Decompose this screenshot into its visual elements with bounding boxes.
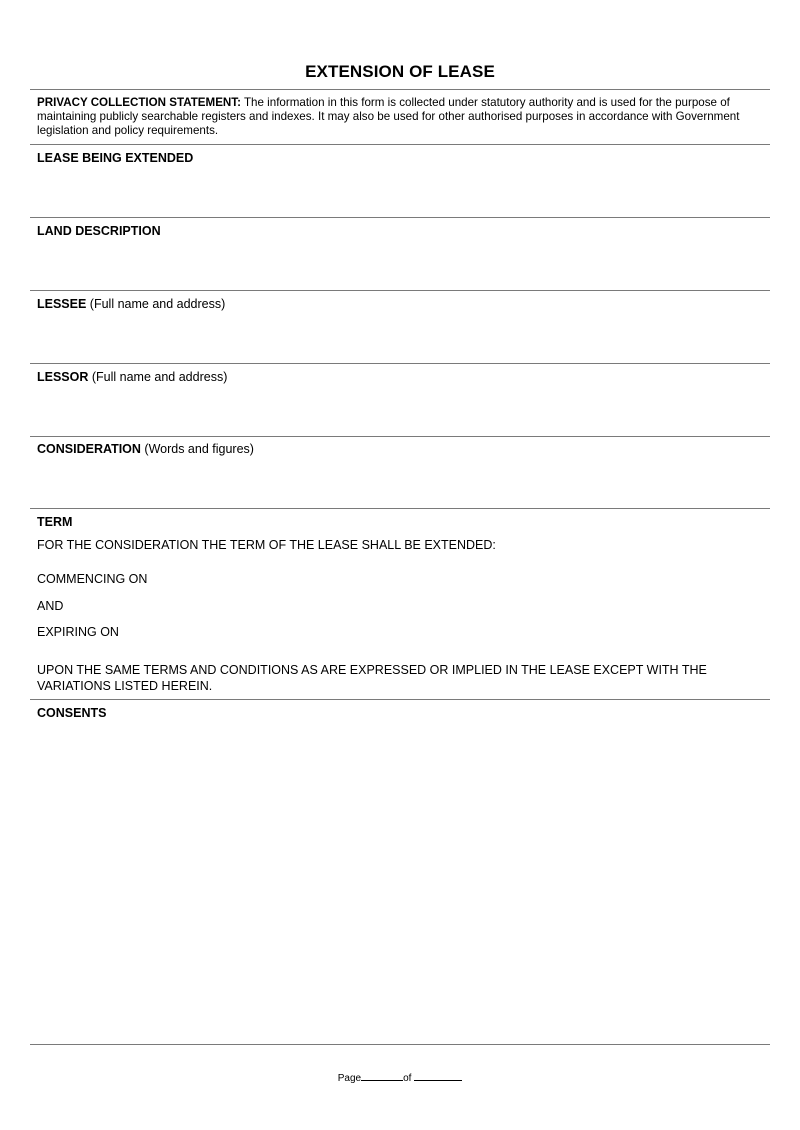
lessor-section bbox=[37, 370, 227, 384]
divider bbox=[30, 699, 770, 700]
lessee-label: LESSEE bbox=[37, 297, 87, 311]
commencing-on-label: COMMENCING ON bbox=[37, 572, 148, 586]
consideration-note: (Words and figures) bbox=[140, 442, 254, 456]
lessee-note: (Full name and address) bbox=[86, 297, 226, 311]
page-total-blank bbox=[414, 1070, 462, 1081]
divider bbox=[30, 89, 770, 90]
lessor-note: (Full name and address) bbox=[88, 370, 228, 384]
term-label: TERM bbox=[37, 515, 73, 529]
privacy-body: The information in this form is collected under statutory authority and is used for the purpose of maintaining publicly searchable registers and indexes. It may also be used for other authorised purposes in accordance with Government legislation and policy requirements. bbox=[37, 96, 740, 137]
form-title: EXTENSION OF LEASE bbox=[305, 62, 495, 81]
page-footer bbox=[0, 1070, 800, 1084]
divider bbox=[30, 508, 770, 509]
page-label: Page bbox=[337, 1073, 362, 1084]
divider bbox=[30, 144, 770, 145]
divider bbox=[30, 363, 770, 364]
divider bbox=[30, 1044, 770, 1045]
consideration-label: CONSIDERATION bbox=[37, 442, 141, 456]
expiring-on-label: EXPIRING ON bbox=[37, 625, 119, 639]
consideration-section bbox=[37, 442, 254, 456]
lease-being-extended-section bbox=[37, 151, 193, 165]
lease-being-extended-label: LEASE BEING EXTENDED bbox=[37, 151, 194, 165]
lessee-section bbox=[37, 297, 225, 311]
page-number-blank bbox=[361, 1070, 403, 1081]
divider bbox=[30, 217, 770, 218]
term-conditions-line-2: VARIATIONS LISTED HEREIN. bbox=[37, 679, 213, 693]
and-label: AND bbox=[37, 599, 64, 613]
privacy-statement bbox=[37, 96, 762, 138]
land-description-label: LAND DESCRIPTION bbox=[37, 224, 161, 238]
privacy-heading: PRIVACY COLLECTION STATEMENT: bbox=[37, 96, 241, 109]
divider bbox=[30, 436, 770, 437]
lessor-label: LESSOR bbox=[37, 370, 89, 384]
land-description-section bbox=[37, 224, 161, 238]
term-statement: FOR THE CONSIDERATION THE TERM OF THE LEASE SHALL BE EXTENDED: bbox=[37, 538, 496, 552]
consents-label: CONSENTS bbox=[37, 706, 107, 720]
term-conditions-line-1: UPON THE SAME TERMS AND CONDITIONS AS ARE EXPRESSED OR IMPLIED IN THE LEASE EXCEPT WITH THE bbox=[37, 663, 707, 677]
divider bbox=[30, 290, 770, 291]
of-label: of bbox=[403, 1073, 412, 1084]
